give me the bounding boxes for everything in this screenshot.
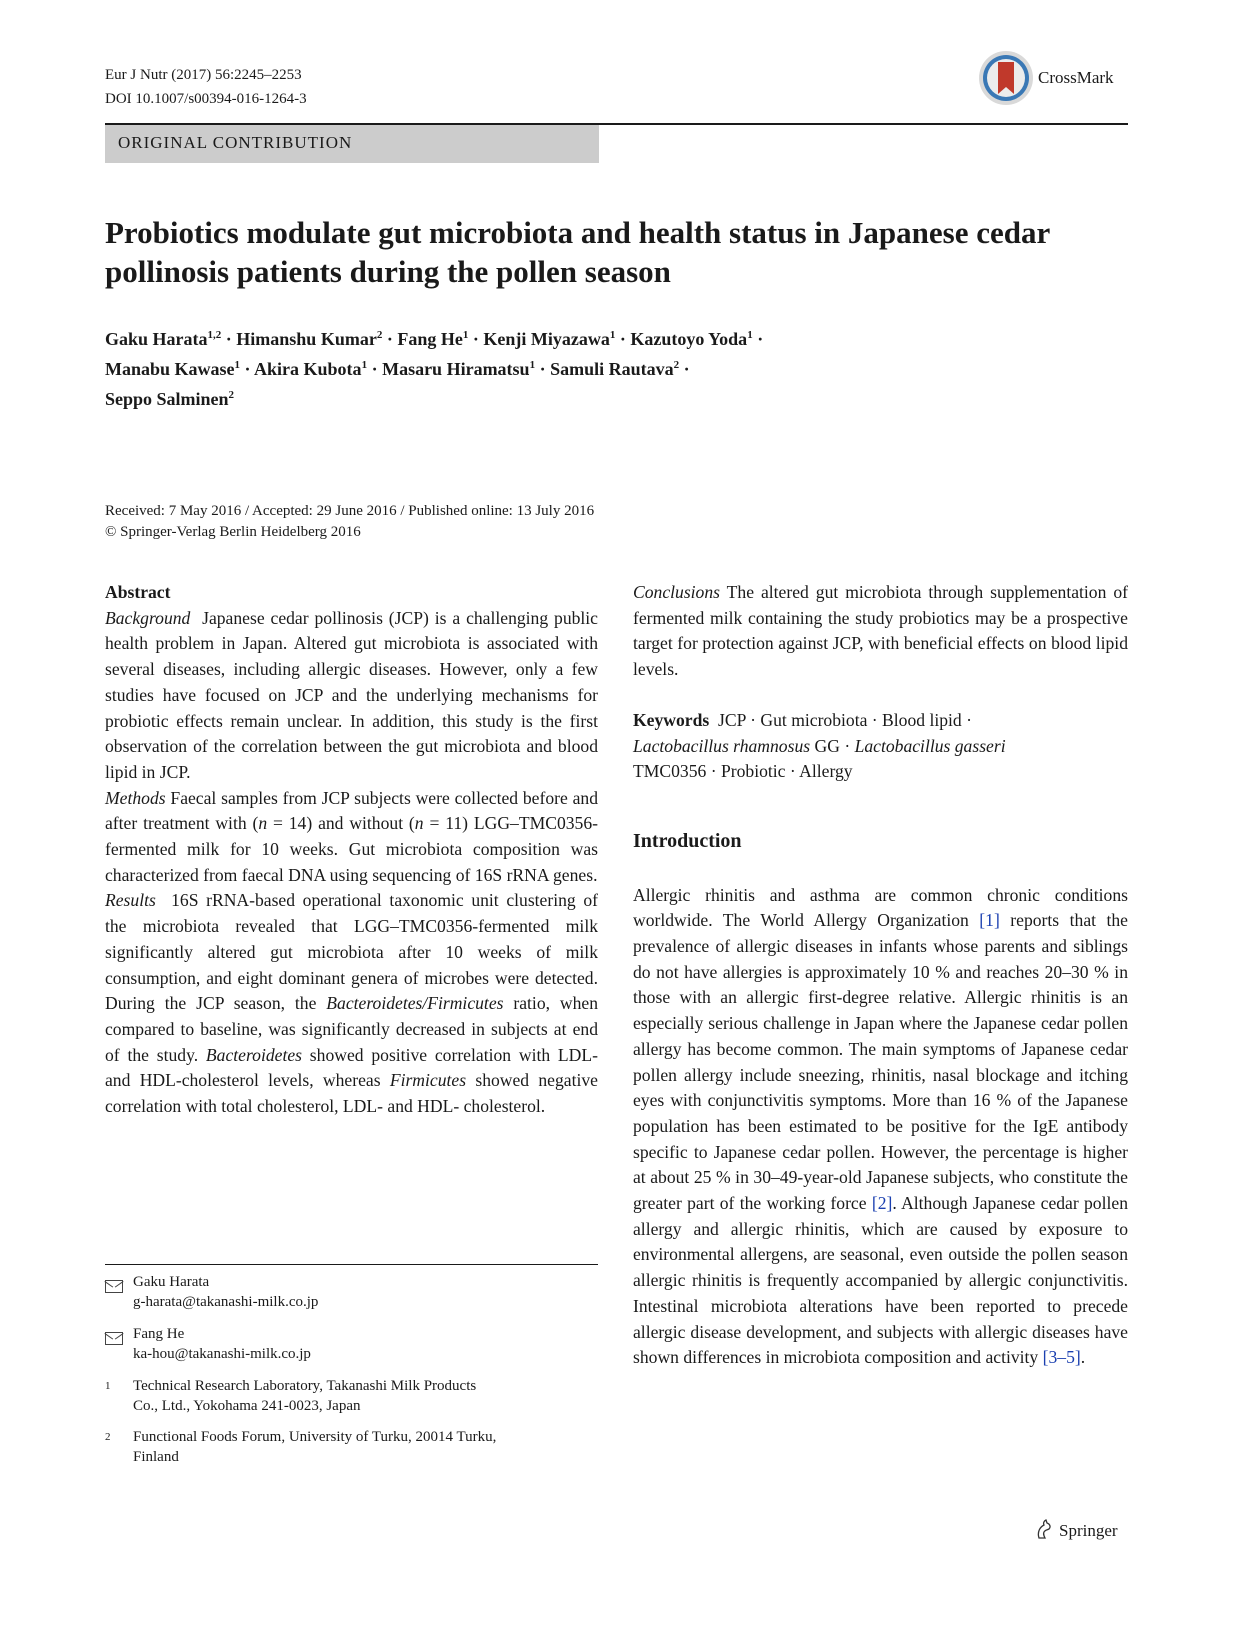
- conclusions-label: Conclusions: [633, 582, 720, 602]
- history-dates: Received: 7 May 2016 / Accepted: 29 June 2016 / Published online: 13 July 2016: [105, 503, 595, 519]
- abstract-heading: Abstract: [105, 582, 171, 602]
- methods-text: = 14) and without (: [267, 813, 415, 834]
- author-affiliation: 2: [228, 389, 235, 401]
- author-affiliation: 1,2: [207, 329, 222, 341]
- intro-text: .: [1080, 1347, 1086, 1368]
- keyword-species: Lactobacillus rhamnosus: [633, 735, 811, 756]
- results-label: Results: [105, 890, 156, 911]
- contact-email[interactable]: ka-hou@takanashi-milk.co.jp: [133, 1346, 311, 1362]
- author-name[interactable]: Gaku Harata: [105, 329, 208, 349]
- results-taxon: Firmicutes: [389, 1070, 467, 1091]
- methods-text: Faecal samples from JCP subjects were collected before and after treatment with (: [105, 787, 598, 834]
- keywords-text: JCP · Gut microbiota · Blood lipid ·: [718, 709, 972, 730]
- affiliation-2: [133, 1427, 496, 1467]
- results-text: 16S rRNA-based operational taxonomic unit clustering of the microbiota revealed that LGG–TMC0356-fermented milk significantly altered gut microbiota after 10 weeks of milk consumption, and eight dominant genera of microbes were detected. During the JCP season, the: [105, 890, 598, 1014]
- affiliation-1: [133, 1376, 476, 1416]
- corresponding-author-1: [105, 1276, 123, 1296]
- corresponding-author-2: [105, 1328, 123, 1348]
- contact-2: [133, 1324, 311, 1364]
- affiliation-number: 1: [105, 1380, 111, 1392]
- journal-citation: Eur J Nutr (2017) 56:2245–2253: [105, 67, 302, 83]
- author-name[interactable]: Masaru Hiramatsu: [382, 359, 530, 379]
- abstract-methods: [105, 786, 598, 889]
- author-affiliation: 1: [609, 329, 616, 341]
- keywords-label: Keywords: [633, 709, 710, 730]
- results-text: showed negative correlation with total cholesterol, LDL- and HDL- cholesterol.: [105, 1070, 598, 1117]
- keywords: [633, 708, 1128, 785]
- affiliation-number: 2: [105, 1431, 111, 1443]
- keywords-text: TMC0356 · Probiotic · Allergy: [633, 761, 853, 782]
- author-name[interactable]: Fang He: [397, 329, 463, 349]
- author-name[interactable]: Kenji Miyazawa: [483, 329, 610, 349]
- abstract-conclusions: [633, 580, 1128, 683]
- abstract-background: [105, 606, 598, 786]
- contact-name: Gaku Harata: [133, 1274, 210, 1290]
- author-affiliation: 1: [462, 329, 469, 341]
- right-column: [633, 580, 1128, 1371]
- methods-n: n: [258, 813, 268, 834]
- results-text: ratio, when compared to baseline, was significantly decreased in subjects at end of the study.: [105, 993, 599, 1065]
- citation-link[interactable]: [1]: [979, 910, 1000, 931]
- springer-horse-icon: [1035, 1518, 1053, 1540]
- author-name[interactable]: Samuli Rautava: [550, 359, 674, 379]
- intro-text: Allergic rhinitis and asthma are common chronic conditions worldwide. The World Allergy Organization: [633, 884, 1128, 931]
- affiliation-text: Functional Foods Forum, University of Turku, 20014 Turku,: [133, 1429, 497, 1445]
- methods-label: Methods: [105, 787, 166, 808]
- publisher-name: Springer: [1059, 1521, 1118, 1540]
- introduction-heading: Introduction: [633, 829, 742, 852]
- introduction-paragraph: [633, 883, 1128, 1371]
- crossmark-badge[interactable]: [978, 50, 1128, 108]
- author-list: Gaku Harata$^{1,2}$ · Himanshu Kumar$^2$ · Fang $He^1$ · Kenji Miyazawa$^1$ · Kazutoyo Yoda$^1$ · Manabu Kawase$^1$ · Akira Kubota$^1$ · Masaru Hiramatsu$^1$ · Samuli Rautava$^2$ · Seppo Salminen$^2$: [105, 329, 764, 409]
- doi[interactable]: DOI 10.1007/s00394-016-1264-3: [105, 91, 307, 107]
- conclusions-text: The altered gut microbiota through supplementation of fermented milk containing the study probiotics may be a prospective target for protection against JCP, with beneficial effects on blood lipid levels.: [633, 582, 1128, 680]
- background-label: Background: [105, 607, 191, 628]
- author-name[interactable]: Akira Kubota: [254, 359, 362, 379]
- author-name[interactable]: Seppo Salminen: [105, 389, 229, 409]
- envelope-icon: [105, 1280, 123, 1293]
- article-title: Probiotics modulate gut microbiota and health status in Japanese cedar pollinosis patients during the pollen season: [105, 215, 1050, 289]
- publication-dates: [105, 501, 594, 543]
- affiliation-text: Finland: [133, 1449, 179, 1465]
- results-taxon: Bacteroidetes: [205, 1044, 303, 1065]
- author-name[interactable]: Kazutoyo Yoda: [630, 329, 748, 349]
- author-affiliation: 2: [376, 329, 383, 341]
- affiliation-text: Co., Ltd., Yokohama 241-0023, Japan: [133, 1398, 361, 1414]
- article-type-label: ORIGINAL CONTRIBUTION: [118, 133, 353, 152]
- affiliation-text: Technical Research Laboratory, Takanashi Milk Products: [133, 1378, 477, 1394]
- methods-n: n: [414, 813, 424, 834]
- abstract-results: [105, 888, 598, 1119]
- contact-name: Fang He: [133, 1326, 185, 1342]
- envelope-icon: [105, 1332, 123, 1345]
- crossmark-label: CrossMark: [1038, 68, 1114, 87]
- abstract-column: [105, 580, 598, 1120]
- crossmark-icon: [978, 50, 1034, 106]
- results-taxon: Bacteroidetes/Firmicutes: [326, 993, 504, 1014]
- author-affiliation: 1: [747, 329, 753, 341]
- author-affiliation: 1: [529, 359, 536, 371]
- intro-text: reports that the prevalence of allergic diseases in infants whose parents and siblings do not have allergies is approximately 10 % and reaches 20–30 % in those with an allergic first-degree relative. Allergic rhinitis is an especially serious challenge in Japan where the Japanese cedar pollen allergy has become common. The main symptoms of Japanese cedar pollen allergy include sneezing, rhinitis, nasal blockage and itching eyes with conjunctivitis symptoms. More than 16 % of the Japanese population has been estimated to be positive for the IgE antibody specific to Japanese cedar pollen. However, the percentage is higher at about 25 % in 30–49-year-old Japanese subjects, who constitute the greater part of the working force: [633, 910, 1128, 1214]
- copyright: © Springer-Verlag Berlin Heidelberg 2016: [105, 524, 361, 540]
- footnote-rule: [105, 1264, 598, 1265]
- citation-link[interactable]: [3–5]: [1042, 1347, 1081, 1368]
- author-name[interactable]: Manabu Kawase: [105, 359, 235, 379]
- author-affiliation: 1: [361, 359, 368, 371]
- results-text: showed positive correlation with LDL- and HDL-cholesterol levels, whereas: [105, 1044, 598, 1091]
- intro-text: . Although Japanese cedar pollen allergy and allergic rhinitis, which are caused by exposure to environmental allergens, are seasonal, even outside the pollen season allergic rhinitis is frequently accompanied by allergic conjunctivitis. Intestinal microbiota alterations have been reported to precede allergic disease development, and subjects with allergic diseases have shown differences in microbiota composition and activity: [633, 1193, 1128, 1368]
- author-name[interactable]: Himanshu Kumar: [236, 329, 377, 349]
- author-affiliation: 2: [673, 359, 680, 371]
- methods-text: = 11) LGG–TMC0356-fermented milk for 10 weeks. Gut microbiota composition was characterized from faecal DNA using sequencing of 16S rRNA genes.: [105, 813, 598, 885]
- author-affiliation: 1: [234, 359, 241, 371]
- contact-1: [133, 1272, 318, 1312]
- contact-email[interactable]: g-harata@takanashi-milk.co.jp: [133, 1294, 319, 1310]
- keyword-species: Lactobacillus gasseri: [854, 735, 1006, 756]
- background-text: Japanese cedar pollinosis (JCP) is a challenging public health problem in Japan. Altered gut microbiota is associated with several diseases, including allergic diseases. However, only a few studies have focused on JCP and the underlying mechanisms for probiotic effects remain unclear. In addition, this study is the first observation of the correlation between the gut microbiota and blood lipid in JCP.: [105, 607, 598, 782]
- citation-link[interactable]: [2]: [871, 1193, 893, 1214]
- keywords-text: GG ·: [810, 735, 855, 756]
- publisher-logo: [1035, 1518, 1118, 1541]
